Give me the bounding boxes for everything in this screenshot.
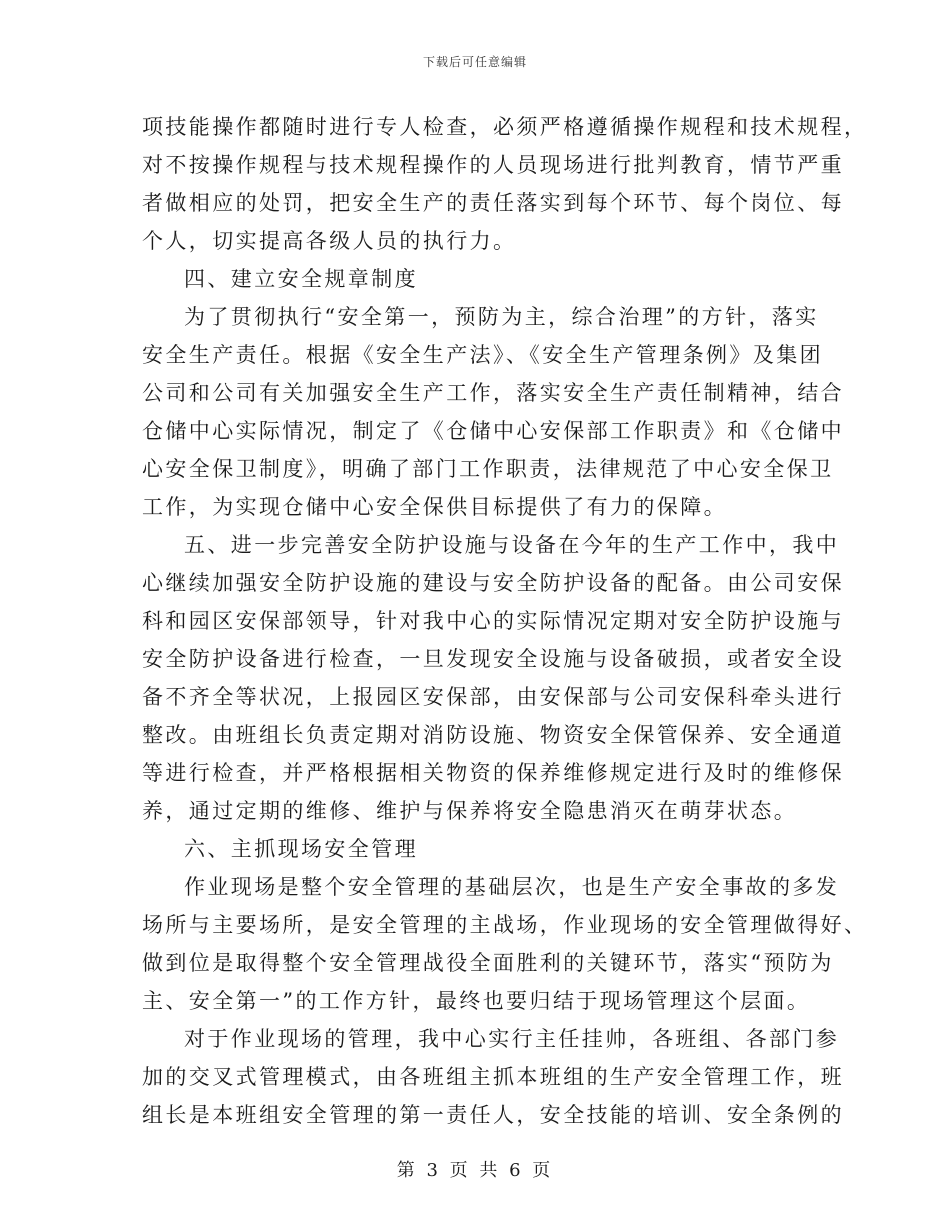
text-line: 为了贯彻执行“安全第一，预防为主，综合治理”的方针，落实	[184, 305, 819, 329]
text-line: 主、安全第一”的工作方针，最终也要归结于现场管理这个层面。	[142, 989, 811, 1013]
text-line: 作业现场是整个安全管理的基础层次，也是生产安全事故的多发	[184, 875, 840, 899]
text-line: 备不齐全等状况，上报园区安保部，由安保部与公司安保科牵头进行	[142, 685, 844, 709]
section-heading: 四、建立安全规章制度	[184, 267, 418, 291]
text-line: 养，通过定期的维修、维护与保养将安全隐患消灭在萌芽状态。	[142, 799, 798, 823]
text-line: 个人，切实提高各级人员的执行力。	[142, 229, 517, 253]
text-line: 科和园区安保部领导，针对我中心的实际情况定期对安全防护设施与	[142, 609, 844, 633]
text-line: 仓储中心实际情况，制定了《仓储中心安保部工作职责》和《仓储中	[142, 419, 844, 443]
page-number: 第 3 页 共 6 页	[396, 1160, 554, 1181]
text-line: 组长是本班组安全管理的第一责任人，安全技能的培训、安全条例的	[142, 1103, 844, 1127]
text-line: 场所与主要场所，是安全管理的主战场，作业现场的安全管理做得好、	[142, 913, 868, 937]
text-line: 安全生产责任。根据《安全生产法》、《安全生产管理条例》及集团	[142, 343, 823, 367]
section-heading: 五、进一步完善安全防护设施与设备在今年的生产工作中，我中	[184, 533, 840, 557]
text-line: 工作，为实现仓储中心安全保供目标提供了有力的保障。	[142, 495, 727, 519]
text-line: 整改。由班组长负责定期对消防设施、物资安全保管保养、安全通道	[142, 723, 844, 747]
text-line: 者做相应的处罚，把安全生产的责任落实到每个环节、每个岗位、每	[142, 191, 844, 215]
text-line: 加的交叉式管理模式，由各班组主抓本班组的生产安全管理工作，班	[142, 1065, 844, 1089]
text-line: 项技能操作都随时进行专人检查，必须严格遵循操作规程和技术规程，	[142, 115, 868, 139]
text-line: 对不按操作规程与技术规程操作的人员现场进行批判教育，情节严重	[142, 153, 844, 177]
section-heading: 六、主抓现场安全管理	[184, 837, 418, 861]
document-body	[142, 108, 868, 1134]
text-line: 心安全保卫制度》，明确了部门工作职责，法律规范了中心安全保卫	[142, 457, 834, 481]
text-line: 等进行检查，并严格根据相关物资的保养维修规定进行及时的维修保	[142, 761, 844, 785]
page-header: 下载后可任意编辑	[422, 55, 527, 69]
text-line: 心继续加强安全防护设施的建设与安全防护设备的配备。由公司安保	[142, 571, 844, 595]
text-line: 对于作业现场的管理，我中心实行主任挂帅，各班组、各部门参	[184, 1027, 840, 1051]
text-line: 安全防护设备进行检查，一旦发现安全设施与设备破损，或者安全设	[142, 647, 844, 671]
text-line: 公司和公司有关加强安全生产工作，落实安全生产责任制精神，结合	[142, 381, 844, 405]
text-line: 做到位是取得整个安全管理战役全面胜利的关键环节，落实“预防为	[142, 951, 834, 975]
